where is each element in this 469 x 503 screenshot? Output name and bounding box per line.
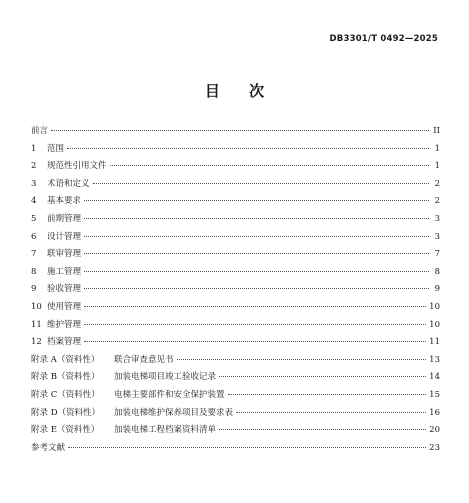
toc-entry-label: 前言	[31, 126, 49, 136]
toc-entry-label: 前期管理	[47, 213, 82, 224]
toc-entry-number: 2	[31, 161, 37, 172]
toc-entry-number: 1	[31, 143, 37, 154]
toc-entry-page: 14	[429, 372, 440, 383]
dot-leader	[219, 376, 426, 377]
toc-entry-foreword[interactable]	[31, 124, 440, 142]
toc-entry-label: 联审管理	[47, 249, 82, 260]
toc-entry-label: 电梯主要部件和安全保护装置	[114, 389, 225, 400]
toc-entry-appendix-a[interactable]	[31, 353, 440, 371]
appendix-prefix: 附录 D（资料性）	[31, 407, 101, 418]
dot-leader	[228, 394, 427, 395]
toc-entry-label: 使用管理	[47, 301, 82, 312]
toc-entry-page: 3	[434, 213, 440, 224]
toc-entry-number: 9	[31, 284, 37, 295]
dot-leader	[110, 165, 429, 166]
toc-entry-number: 8	[31, 266, 37, 277]
toc-entry-appendix-c[interactable]	[31, 388, 440, 406]
toc-entry-label: 加装电梯维护保养项目及要求表	[114, 407, 234, 418]
toc-entry-page: 15	[429, 389, 440, 400]
toc-entry-page: 1	[434, 143, 440, 154]
toc-entry-page: 20	[429, 425, 440, 436]
toc-entry-12[interactable]	[31, 335, 440, 353]
standard-code: DB3301/T 0492—2025	[329, 34, 438, 44]
dot-leader	[84, 341, 426, 342]
toc-entry-7[interactable]	[31, 247, 440, 265]
dot-leader	[84, 271, 429, 272]
toc-entry-8[interactable]	[31, 265, 440, 283]
toc-entry-10[interactable]	[31, 300, 440, 318]
dot-leader	[219, 429, 426, 430]
table-of-contents	[31, 124, 440, 458]
toc-entry-label: 维护管理	[47, 319, 82, 330]
toc-entry-page: 1	[434, 161, 440, 172]
appendix-prefix: 附录 E（资料性）	[31, 425, 100, 436]
toc-entry-number: 3	[31, 178, 37, 189]
toc-entry-page: 2	[434, 178, 440, 189]
toc-entry-number: 6	[31, 231, 37, 242]
toc-entry-label: 联合审查意见书	[114, 354, 174, 365]
toc-entry-appendix-e[interactable]	[31, 423, 440, 441]
dot-leader	[68, 447, 426, 448]
dot-leader	[67, 148, 429, 149]
toc-entry-page: 11	[429, 337, 440, 348]
appendix-prefix: 附录 B（资料性）	[31, 372, 100, 383]
toc-entry-page: 3	[434, 231, 440, 242]
toc-entry-3[interactable]	[31, 177, 440, 195]
toc-entry-label: 档案管理	[47, 337, 82, 348]
toc-entry-number: 4	[31, 196, 37, 207]
toc-entry-page: 10	[429, 301, 440, 312]
toc-entry-appendix-d[interactable]	[31, 406, 440, 424]
toc-entry-label: 范围	[47, 143, 65, 154]
toc-entry-label: 规范性引用文件	[47, 161, 107, 172]
toc-entry-page: 8	[434, 266, 440, 277]
dot-leader	[84, 253, 429, 254]
dot-leader	[84, 288, 429, 289]
toc-entry-label: 基本要求	[47, 196, 82, 207]
toc-entry-page: 7	[434, 249, 440, 260]
toc-entry-page: 9	[434, 284, 440, 295]
toc-entry-number: 12	[31, 337, 42, 348]
toc-entry-number: 11	[31, 319, 42, 330]
dot-leader	[84, 218, 429, 219]
dot-leader	[236, 412, 426, 413]
toc-title-char-2: 次	[249, 82, 265, 100]
toc-entry-label: 验收管理	[47, 284, 82, 295]
toc-entry-number: 7	[31, 249, 37, 260]
toc-entry-5[interactable]	[31, 212, 440, 230]
toc-entry-label: 施工管理	[47, 266, 82, 277]
toc-entry-label: 加装电梯工程档案资料清单	[114, 425, 217, 436]
toc-entry-page: 10	[429, 319, 440, 330]
toc-entry-number: 5	[31, 213, 37, 224]
toc-entry-4[interactable]	[31, 194, 440, 212]
toc-entry-page: 23	[429, 442, 440, 453]
toc-entry-page: 16	[429, 407, 440, 418]
toc-entry-2[interactable]	[31, 159, 440, 177]
dot-leader	[84, 306, 426, 307]
toc-entry-1[interactable]	[31, 142, 440, 160]
dot-leader	[84, 324, 426, 325]
toc-entry-page: II	[433, 126, 440, 136]
toc-entry-references[interactable]	[31, 441, 440, 459]
toc-entry-page: 2	[434, 196, 440, 207]
toc-entry-11[interactable]	[31, 318, 440, 336]
dot-leader	[93, 183, 429, 184]
dot-leader	[84, 200, 429, 201]
toc-entry-label: 加装电梯项目竣工验收记录	[114, 372, 217, 383]
toc-entry-label: 参考文献	[31, 442, 66, 453]
toc-entry-number: 10	[31, 301, 42, 312]
toc-title	[0, 80, 469, 101]
toc-entry-appendix-b[interactable]	[31, 370, 440, 388]
dot-leader	[177, 359, 427, 360]
toc-entry-9[interactable]	[31, 282, 440, 300]
toc-entry-page: 13	[429, 354, 440, 365]
toc-entry-6[interactable]	[31, 230, 440, 248]
toc-entry-label: 术语和定义	[47, 178, 90, 189]
dot-leader	[84, 236, 429, 237]
appendix-prefix: 附录 C（资料性）	[31, 389, 100, 400]
toc-entry-label: 设计管理	[47, 231, 82, 242]
toc-title-char-1: 目	[204, 82, 220, 100]
appendix-prefix: 附录 A（资料性）	[31, 354, 100, 365]
dot-leader	[51, 130, 429, 131]
